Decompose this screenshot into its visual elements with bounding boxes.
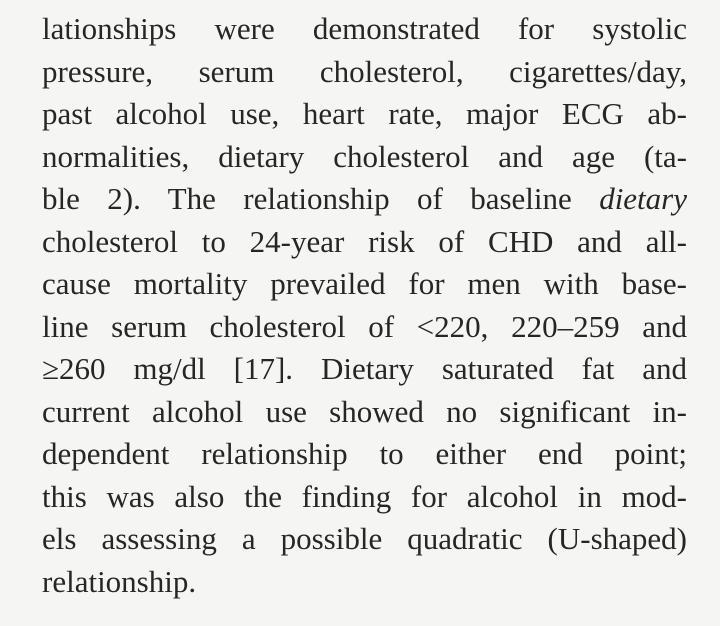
text-line: line serum cholesterol of <220, 220–259 and (42, 308, 687, 344)
text-line: pressure, serum cholesterol, cigarettes/day, (42, 53, 687, 89)
text-line: ≥260 mg/dl [17]. Dietary saturated fat and (42, 351, 687, 386)
text-line: current alcohol use showed no significant in- (42, 393, 687, 429)
body-paragraph (42, 8, 687, 603)
text-run: ble 2). The relationship of baseline (42, 181, 600, 216)
text-line: els assessing a possible quadratic (U-shaped) (42, 521, 687, 556)
text-line: this was also the finding for alcohol in mod- (42, 478, 687, 514)
text-line: dependent relationship to either end point; (42, 436, 687, 471)
text-line: lationships were demonstrated for systolic (42, 11, 687, 46)
emphasized-word: dietary (599, 181, 687, 216)
text-line: past alcohol use, heart rate, major ECG ab- (42, 96, 687, 131)
text-line: normalities, dietary cholesterol and age (ta- (42, 138, 687, 174)
text-line: cause mortality prevailed for men with base- (42, 266, 687, 301)
text-line: relationship. (42, 563, 197, 599)
text-line-with-emphasis (42, 178, 687, 221)
text-line: cholesterol to 24-year risk of CHD and all- (42, 223, 687, 259)
